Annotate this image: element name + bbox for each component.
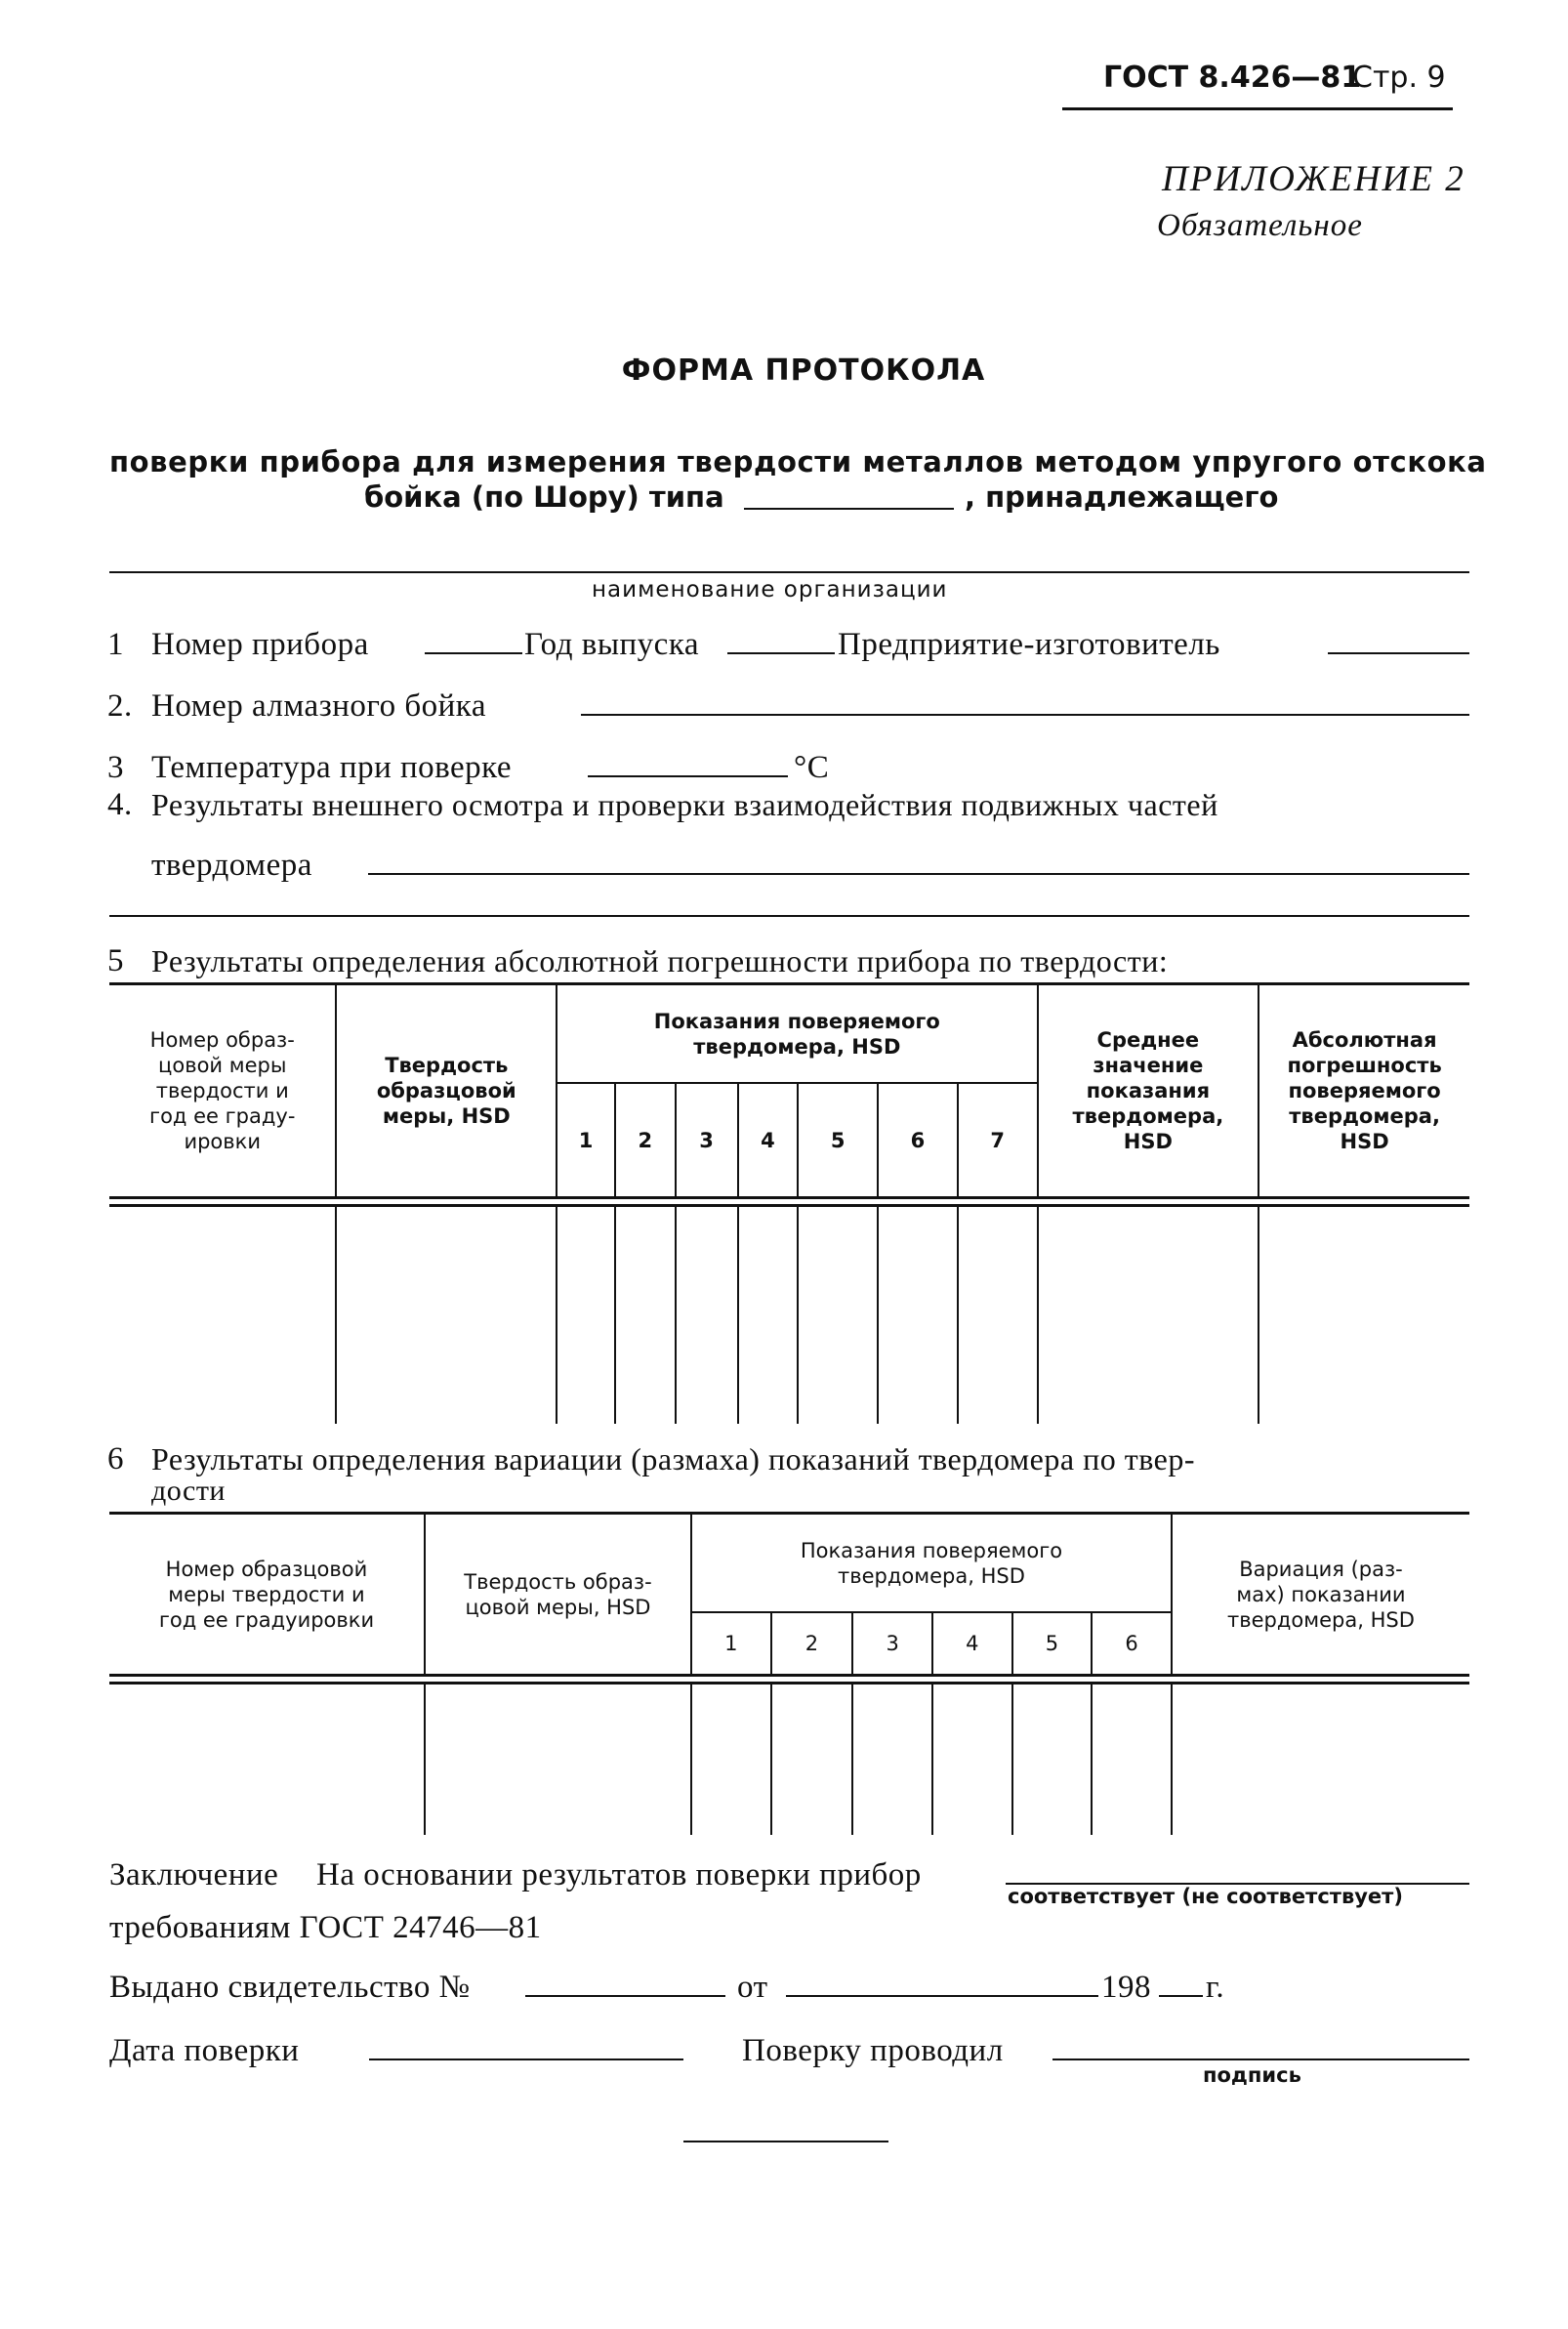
page-header-standard: ГОСТ 8.426—81 <box>1103 61 1362 95</box>
table1-reading-6: 6 <box>878 1083 958 1196</box>
item4-number: 4. <box>107 787 133 822</box>
certificate-from: от <box>737 1970 768 2005</box>
table2-col-readings: Показания поверяемого твердомера, HSD <box>691 1515 1172 1612</box>
table1-col-readings: Показания поверяемого твердомера, HSD <box>557 985 1037 1083</box>
table2-cell-r1[interactable] <box>691 1684 771 1835</box>
table1-reading-3: 3 <box>676 1083 738 1196</box>
conclusion-text: На основании результатов поверки прибор <box>316 1857 922 1892</box>
item4-label-b: твердомера <box>151 848 312 883</box>
table2-double-rule <box>109 1674 1469 1684</box>
table1-cell-hardness[interactable] <box>336 1207 557 1424</box>
table1-col-hardness: Твердость образцовой меры, HSD <box>336 985 557 1196</box>
table1-header <box>109 985 1469 1196</box>
table1-col-error: Абсолютная погрешность поверяемого твердомера, HSD <box>1259 985 1469 1196</box>
table1-col-mean: Среднее значение показания твердомера, HSD <box>1038 985 1259 1196</box>
item3-unit: °C <box>794 750 830 785</box>
form-title: ФОРМА ПРОТОКОЛА <box>621 354 986 388</box>
certificate-number-line[interactable] <box>525 1995 725 1997</box>
appendix-status: Обязательное <box>1157 208 1363 243</box>
table1-reading-4: 4 <box>738 1083 799 1196</box>
table1-cell-r2[interactable] <box>615 1207 676 1424</box>
table2-cell-variation[interactable] <box>1172 1684 1469 1835</box>
table1-reading-1: 1 <box>557 1083 615 1196</box>
signature-caption: подпись <box>1203 2063 1301 2087</box>
item3-line[interactable] <box>588 775 788 777</box>
org-caption: наименование организации <box>592 577 948 603</box>
date-label: Дата поверки <box>109 2033 300 2068</box>
inspector-line[interactable] <box>1052 2059 1469 2060</box>
table1-reading-2: 2 <box>615 1083 676 1196</box>
inspector-label: Поверку проводил <box>742 2033 1004 2068</box>
certificate-year: 198 <box>1101 1970 1151 2005</box>
item4-line-2[interactable] <box>109 915 1469 917</box>
item5-label: Результаты определения абсолютной погрешности прибора по твердости: <box>151 943 1169 978</box>
table2-cell-r3[interactable] <box>852 1684 932 1835</box>
item1-maker-line[interactable] <box>1328 652 1469 654</box>
table2-col-variation: Вариация (раз- мах) показании твердомера, HSD <box>1172 1515 1469 1674</box>
header-rule <box>1062 107 1453 110</box>
item1-number: 1 <box>107 627 124 662</box>
table2-body[interactable] <box>109 1684 1469 1835</box>
item4-line-1[interactable] <box>368 873 1469 875</box>
item2-label: Номер алмазного бойка <box>151 688 486 724</box>
table2-reading-4: 4 <box>932 1612 1012 1674</box>
item1-number-line[interactable] <box>425 652 522 654</box>
table1-col-sample: Номер образ- цовой меры твердости и год ее граду- ировки <box>109 985 336 1196</box>
item5-number: 5 <box>107 943 124 978</box>
table1-reading-7: 7 <box>958 1083 1038 1196</box>
table2-reading-5: 5 <box>1012 1612 1093 1674</box>
item1-label: Номер прибора <box>151 627 369 662</box>
conclusion-choice: соответствует (не соответствует) <box>1008 1885 1403 1908</box>
item3-label: Температура при поверке <box>151 750 513 785</box>
item3-number: 3 <box>107 750 124 785</box>
table1-cell-r7[interactable] <box>958 1207 1038 1424</box>
table1-reading-5: 5 <box>798 1083 878 1196</box>
table1-cell-r4[interactable] <box>738 1207 799 1424</box>
table1-body[interactable] <box>109 1207 1469 1424</box>
item6-number: 6 <box>107 1441 124 1476</box>
item1-maker-label: Предприятие-изготовитель <box>838 627 1220 662</box>
table2-header <box>109 1515 1469 1674</box>
subtitle-line2-a: бойка (по Шору) типа <box>364 480 724 514</box>
end-rule <box>683 2141 888 2142</box>
table2-cell-r2[interactable] <box>771 1684 853 1835</box>
table1-cell-r6[interactable] <box>878 1207 958 1424</box>
appendix-title: ПРИЛОЖЕНИЕ 2 <box>1162 159 1465 199</box>
item1-year-label: Год выпуска <box>524 627 700 662</box>
table2-col-hardness: Твердость образ- цовой меры, HSD <box>425 1515 691 1674</box>
table2-cell-r5[interactable] <box>1012 1684 1093 1835</box>
certificate-date-line[interactable] <box>786 1995 1098 1997</box>
certificate-label: Выдано свидетельство № <box>109 1970 471 2005</box>
table2-reading-3: 3 <box>852 1612 932 1674</box>
certificate-year-suffix: г. <box>1206 1970 1225 2005</box>
table2-cell-r4[interactable] <box>932 1684 1012 1835</box>
subtitle-line1: поверки прибора для измерения твердости металлов методом упругого отскока <box>109 445 1487 478</box>
table2-cell-r6[interactable] <box>1092 1684 1172 1835</box>
table2-reading-6: 6 <box>1092 1612 1172 1674</box>
item1-year-line[interactable] <box>727 652 835 654</box>
item2-number: 2. <box>107 688 133 724</box>
table1-double-rule <box>109 1196 1469 1207</box>
conclusion-label: Заключение <box>109 1857 279 1892</box>
conclusion-line2: требованиям ГОСТ 24746—81 <box>109 1910 542 1945</box>
table2-cell-sample[interactable] <box>109 1684 425 1835</box>
table1-cell-error[interactable] <box>1259 1207 1469 1424</box>
page-header-page: Стр. 9 <box>1352 61 1446 95</box>
certificate-year-line[interactable] <box>1159 1995 1203 1997</box>
table2-col-sample: Номер образцовой меры твердости и год ее градуировки <box>109 1515 425 1674</box>
org-line[interactable] <box>109 571 1469 573</box>
table1-cell-sample[interactable] <box>109 1207 336 1424</box>
subtitle-line2-b: , принадлежащего <box>965 480 1279 514</box>
table1-cell-r3[interactable] <box>676 1207 738 1424</box>
type-fill-line[interactable] <box>744 508 954 510</box>
item6-label-a: Результаты определения вариации (размаха) показаний твердомера по твер- <box>151 1441 1195 1476</box>
item2-line[interactable] <box>581 714 1469 716</box>
item4-label-a: Результаты внешнего осмотра и проверки взаимодействия подвижных частей <box>151 787 1218 822</box>
item6-label-b: дости <box>151 1475 226 1507</box>
table2-reading-2: 2 <box>771 1612 853 1674</box>
table1-cell-r5[interactable] <box>798 1207 878 1424</box>
table2-reading-1: 1 <box>691 1612 771 1674</box>
date-line[interactable] <box>369 2059 683 2060</box>
table1-cell-mean[interactable] <box>1038 1207 1259 1424</box>
table2-cell-hardness[interactable] <box>425 1684 691 1835</box>
table1-cell-r1[interactable] <box>557 1207 615 1424</box>
